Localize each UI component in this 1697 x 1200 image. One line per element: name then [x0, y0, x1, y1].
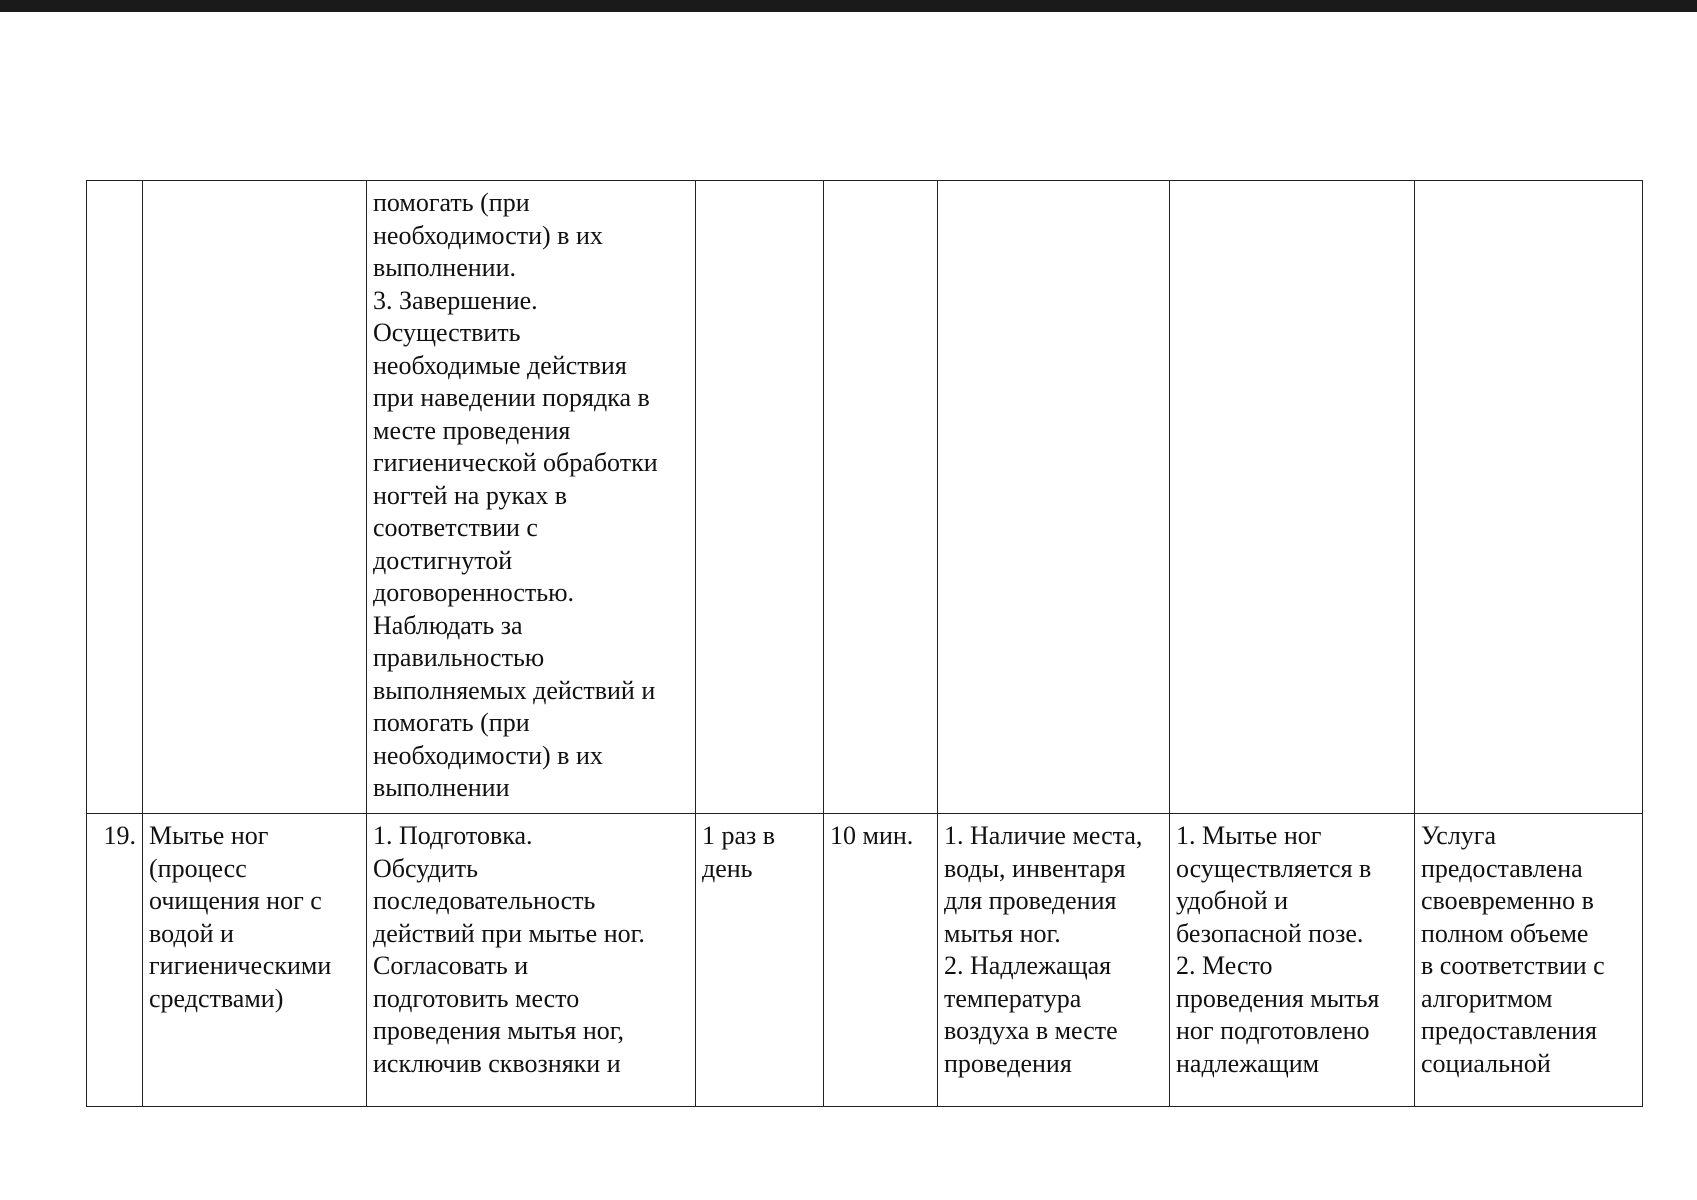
quality-indicators-cell: 1. Мытье ног осуществляется в удобной и безопасной позе. 2. Место проведения мытья ног подготовлено надлежащим	[1170, 814, 1415, 1107]
result-cell: Услуга предоставлена своевременно в полном объеме в соответствии с алгоритмом предоставления социальной	[1415, 814, 1643, 1107]
quality-indicators-cell	[1170, 181, 1415, 814]
row-number-cell: 19.	[87, 814, 143, 1107]
frequency-cell	[696, 181, 824, 814]
services-table	[86, 180, 1643, 1107]
conditions-cell: 1. Наличие места, воды, инвентаря для проведения мытья ног. 2. Надлежащая температура воздуха в месте проведения	[938, 814, 1170, 1107]
table-row-19	[87, 814, 1643, 1107]
scan-top-edge	[0, 0, 1697, 12]
result-cell	[1415, 181, 1643, 814]
frequency-cell: 1 раз в день	[696, 814, 824, 1107]
conditions-cell	[938, 181, 1170, 814]
row-number-cell	[87, 181, 143, 814]
procedure-cell: 1. Подготовка. Обсудить последовательность действий при мытье ног. Согласовать и подготовить место проведения мытья ног, исключив сквозняки и	[367, 814, 696, 1107]
table-row-continuation	[87, 181, 1643, 814]
service-name-cell	[143, 181, 367, 814]
duration-cell: 10 мин.	[824, 814, 938, 1107]
procedure-cell: помогать (при необходимости) в их выполнении. 3. Завершение. Осуществить необходимые действия при наведении порядка в месте проведения гигиенической обработки ногтей на руках в соответствии с достигнутой договоренностью. Наблюдать за правильностью выполняемых действий и помогать (при необходимости) в их выполнении	[367, 181, 696, 814]
duration-cell	[824, 181, 938, 814]
service-name-cell: Мытье ног (процесс очищения ног с водой и гигиеническими средствами)	[143, 814, 367, 1107]
